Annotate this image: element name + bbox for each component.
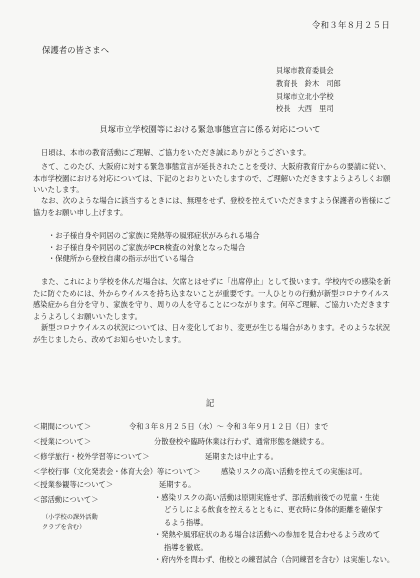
item-row (33, 479, 196, 491)
item-label: ＜期間について＞ (33, 422, 92, 431)
list-item: ・お子様自身や同居のご家族がPCR検査の対象となった場合 (48, 242, 245, 252)
club-note (42, 513, 98, 532)
list-item: どうしによる飲食を控えるとともに、更衣時に身体的距離を確保す (164, 505, 383, 515)
list-item: ・お子様自身や同居のご家族に発熱等の風邪症状がみられる場合 (48, 231, 260, 240)
paragraph: 日頃は、本市の教育活動にご理解、ご協力をいただき誠にありがとうございます。 (41, 148, 311, 157)
list-item: ・発熱や風邪症状のある場合は活動への参加を見合わせるよう改めて (154, 530, 381, 540)
club-note-line: （小学校の課外活動 (42, 514, 98, 521)
addressee: 保護者の皆さまへ (42, 45, 109, 55)
notice-date: 令和３年８月２５日 (311, 20, 390, 30)
paragraph: さて、このたび、大阪府に対する緊急事態宣言が延長されたことを受け、大阪府教育庁からの要請に従い、本市学校園における対応については、下記のとおりといたしますので、ご理解いただきますようよろしくお願いいたします。 (33, 162, 391, 195)
paragraph: また、これにより学校を休んだ場合は、欠席とはせずに「出席停止」として扱います。学校内での感染を新たに防ぐためには、外からウイルスを持ち込まないことが重要です。一人ひとりの行動が新型コロナウイルス感染症から自分を守り、家族を守り、周りの人を守ることにつながります。何卒ご理解、ご協力いただきますようよろしくお願いいたします。 (33, 277, 391, 321)
sender-line: 教育長 鈴木 司郎 (276, 78, 341, 88)
item-value: 感染リスクの高い活動を控えての実施は可。 (221, 467, 367, 476)
item-row (33, 436, 329, 448)
absence-conditions-list (48, 230, 260, 265)
sender-line: 校長 大西 里司 (276, 104, 334, 114)
sender-line: 貝塚市立北小学校 (276, 91, 334, 101)
list-item: 指導を徹底。 (164, 542, 208, 552)
club-note-line: クラブを含む） (42, 523, 86, 531)
list-item: ・感染リスクの高い活動は原則実施せず、部活動前後での児童・生徒 (154, 493, 380, 502)
item-label: ＜授業について＞ (33, 437, 92, 446)
item-label: ＜授業参観等について＞ (33, 480, 114, 489)
sender-block (276, 65, 341, 116)
club-activity-list (154, 492, 394, 566)
item-label: ＜学校行事（文化発表会・体育大会）等について＞ (33, 467, 201, 476)
item-row (33, 451, 278, 463)
notice-title: 貝塚市立学校園等における緊急事態宣言に係る対応について (99, 124, 321, 134)
item-value: 延期または中止する。 (205, 452, 278, 461)
item-label: ＜部活動について＞ (33, 495, 99, 504)
item-row (33, 494, 99, 506)
paragraph: 新型コロナウイルスの状況については、日々変化しており、変更が生じる場合があります。そのような状況が生じましたら、改めてお知らせいたします。 (33, 323, 391, 344)
item-row (33, 466, 367, 478)
item-label: ＜修学旅行・校外学習等について＞ (33, 452, 150, 461)
sender-line: 貝塚市教育委員会 (276, 66, 334, 75)
item-row (33, 421, 329, 433)
list-item: ・保健所から登校自粛の指示が出ている場合 (48, 254, 194, 264)
item-value: 分散登校や臨時休業は行わず、通常形態を継続する。 (154, 437, 329, 446)
item-value: 延期する。 (159, 480, 196, 489)
list-item: るよう指導。 (164, 517, 208, 527)
paragraph: なお、次のような場合に該当するときには、無理をせず、登校を控えていただきますよう保護者の皆様にご協力をお願い申し上げます。 (33, 196, 391, 217)
section-heading-ki: 記 (205, 398, 215, 408)
list-item: ・府内外を問わず、他校との練習試合（合同練習を含む）は実施しない。 (154, 555, 395, 565)
item-value: 令和３年８月２５日（水）～ 令和３年９月１２日（日）まで (129, 422, 329, 431)
